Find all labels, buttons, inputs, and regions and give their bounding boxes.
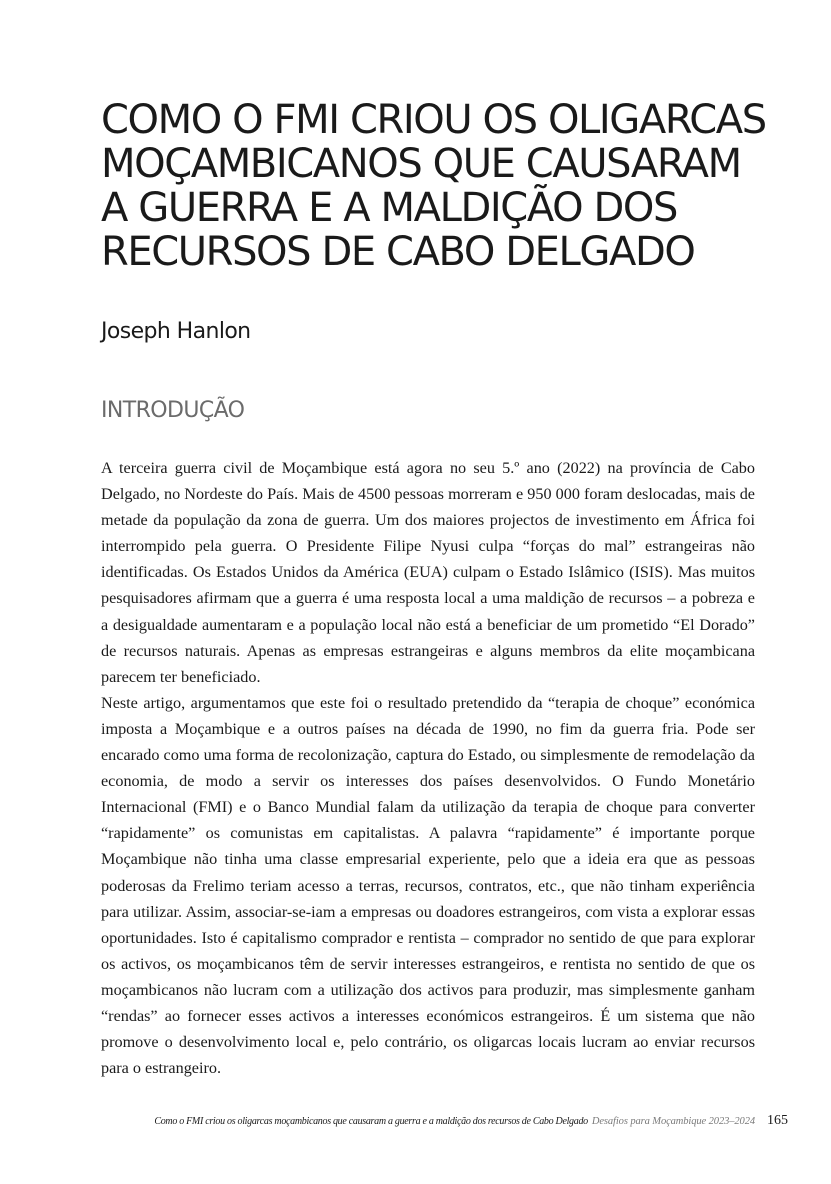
title-line: COMO O FMI CRIOU OS OLIGARCAS <box>101 97 766 143</box>
footer-chapter-title: Como o FMI criou os oligarcas moçambicanos que causaram a guerra e a maldição dos recursos de Cabo Delgado <box>154 1116 588 1127</box>
title-line: A GUERRA E A MALDIÇÃO DOS <box>101 185 677 231</box>
page-number: 165 <box>767 1113 788 1128</box>
footer-book-title: Desafios para Moçambique 2023–2024 <box>591 1116 755 1127</box>
title-line: MOÇAMBICANOS QUE CAUSARAM <box>101 141 741 187</box>
body-text <box>101 455 755 1081</box>
paragraph: A terceira guerra civil de Moçambique está agora no seu 5.º ano (2022) na província de Cabo Delgado, no Nordeste do País. Mais de 4500 pessoas morreram e 950 000 foram deslocadas, mais de metade da população da zona de guerra. Um dos maiores projectos de investimento em África foi interrompido pela guerra. O Presidente Filipe Nyusi culpa “forças do mal” estrangeiras não identificadas. Os Estados Unidos da América (EUA) culpam o Estado Islâmico (ISIS). Mas muitos pesquisadores afirmam que a guerra é uma resposta local a uma maldição de recursos – a pobreza e a desigualdade aumentaram e a população local não está a beneficiar de um prometido “El Dorado” de recursos naturais. Apenas as empresas estrangeiras e alguns membros da elite moçambicana parecem ter beneficiado. <box>101 459 755 686</box>
paragraph: Neste artigo, argumentamos que este foi o resultado pretendido da “terapia de choque” económica imposta a Moçambique e a outros países na década de 1990, no fim da guerra fria. Pode ser encarado como uma forma de recolonização, captura do Estado, ou simplesmente de remodelação da economia, de modo a servir os interesses dos países desenvolvidos. O Fundo Monetário Internacional (FMI) e o Banco Mundial falam da utilização da terapia de choque para converter “rapidamente” os comunistas em capitalistas. A palavra “rapidamente” é importante porque Moçambique não tinha uma classe empresarial experiente, pelo que a ideia era que as pessoas poderosas da Frelimo teriam acesso a terras, recursos, contratos, etc., que não tinham experiência para utilizar. Assim, associar-se-iam a empresas ou doadores estrangeiros, com vista a explorar essas oportunidades. Isto é capitalismo comprador e rentista – comprador no sentido de que para explorar os activos, os moçambicanos têm de servir interesses estrangeiros, e rentista no sentido de que os moçambicanos não lucram com a utilização dos activos para produzir, mas simplesmente ganham “rendas” ao fornecer esses activos a interesses económicos estrangeiros. É um sistema que não promove o desenvolvimento local e, pelo contrário, os oligarcas locais lucram ao enviar recursos para o estrangeiro. <box>101 693 755 1078</box>
page-title <box>101 97 766 275</box>
page-footer <box>154 1110 788 1132</box>
section-heading: INTRODUÇÃO <box>101 398 245 423</box>
title-line: RECURSOS DE CABO DELGADO <box>101 229 695 275</box>
author-name: Joseph Hanlon <box>101 319 251 344</box>
